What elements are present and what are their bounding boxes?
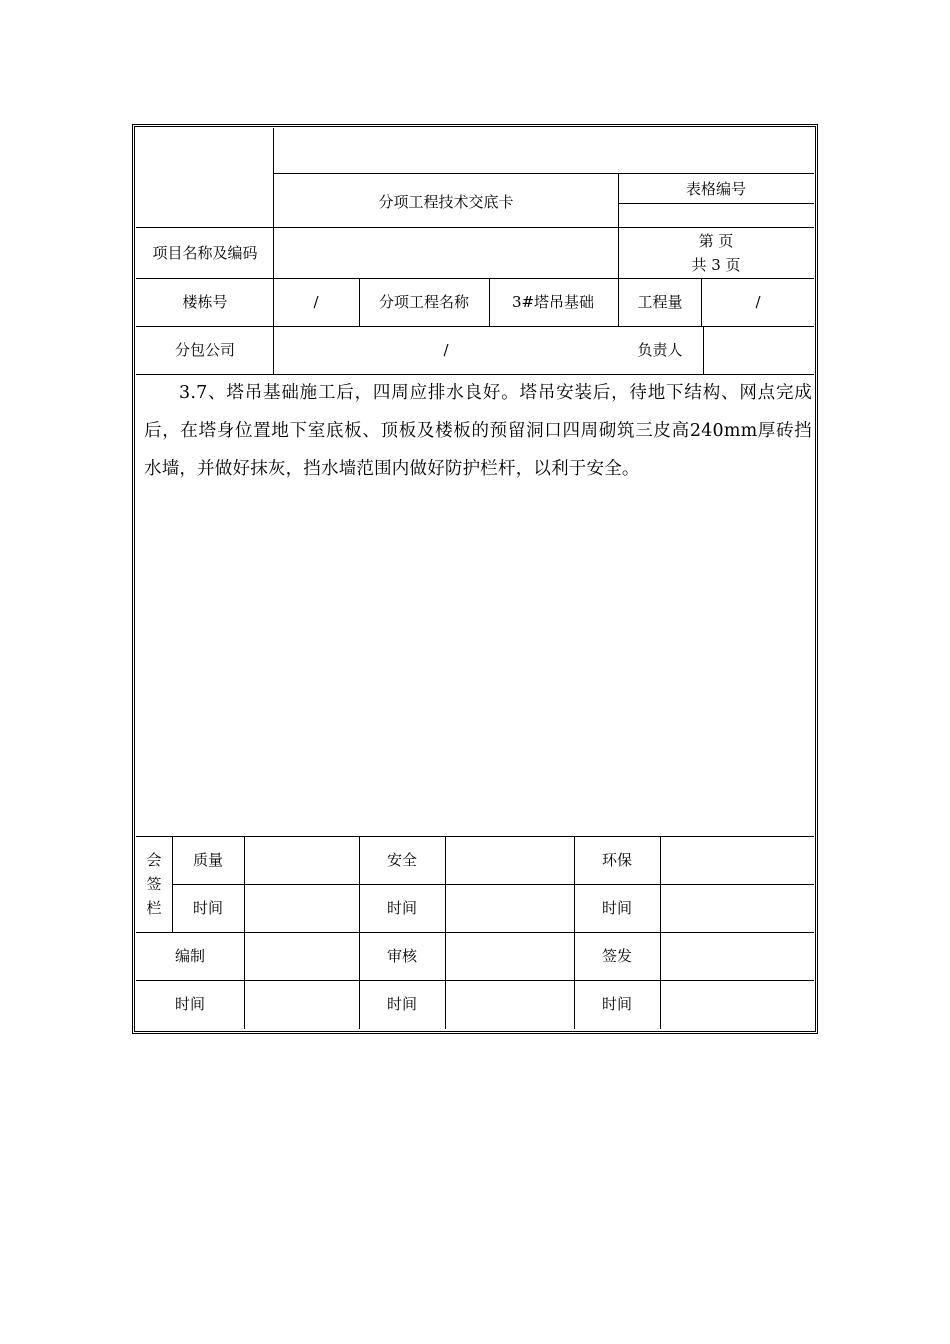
building-value: / — [313, 293, 319, 311]
grid-line — [445, 836, 446, 1029]
compile-label: 编制 — [174, 947, 206, 965]
grid-line — [359, 278, 360, 326]
time-label: 时间 — [601, 995, 633, 1013]
project-label: 项目名称及编码 — [152, 244, 258, 262]
environment-label: 环保 — [601, 851, 633, 869]
person-label: 负责人 — [637, 341, 683, 359]
quality-label: 质量 — [192, 851, 224, 869]
grid-line — [273, 326, 274, 374]
time-label: 时间 — [174, 995, 206, 1013]
disclosure-content: 3.7、塔吊基础施工后，四周应排水良好。塔吊安装后，待地下结构、网点完成后，在塔身位置地下室底板、顶板及楼板的预留洞口四周砌筑三皮高240mm厚砖挡水墙，并做好抹灰，挡水墙范围内做好防护栏杆，以利于安全。 — [144, 383, 812, 479]
grid-line — [136, 278, 814, 279]
building-label: 楼栋号 — [182, 293, 228, 311]
review-label: 审核 — [386, 947, 418, 965]
page-label: 第 页 — [698, 232, 734, 250]
grid-line — [136, 836, 814, 837]
grid-line — [618, 203, 814, 204]
grid-line — [136, 980, 814, 981]
time-label: 时间 — [386, 899, 418, 917]
time-label: 时间 — [386, 995, 418, 1013]
grid-line — [172, 884, 814, 885]
grid-line — [244, 836, 245, 1029]
quantity-value: / — [755, 293, 761, 311]
grid-line — [574, 836, 575, 1029]
subcontractor-label: 分包公司 — [174, 341, 236, 359]
grid-line — [701, 278, 702, 326]
grid-line — [489, 278, 490, 326]
form-number-label: 表格编号 — [685, 180, 747, 198]
safety-label: 安全 — [386, 851, 418, 869]
grid-line — [660, 836, 661, 1029]
issue-label: 签发 — [601, 947, 633, 965]
form-title: 分项工程技术交底卡 — [378, 193, 514, 211]
time-label: 时间 — [601, 899, 633, 917]
grid-line — [136, 227, 814, 228]
subitem-value: 3#塔吊基础 — [511, 293, 595, 311]
subitem-label: 分项工程名称 — [378, 293, 470, 311]
grid-line — [136, 326, 814, 327]
subcontractor-value: / — [443, 341, 449, 359]
signoff-section-label: 会签栏 — [146, 851, 162, 917]
grid-line — [172, 836, 173, 932]
grid-line — [136, 932, 814, 933]
grid-line — [618, 173, 619, 326]
total-pages: 共 3 页 — [691, 256, 741, 274]
grid-line — [703, 326, 704, 374]
grid-line — [273, 128, 274, 326]
time-label: 时间 — [192, 899, 224, 917]
grid-line — [359, 836, 360, 1029]
quantity-label: 工程量 — [637, 293, 683, 311]
grid-line — [273, 173, 814, 174]
